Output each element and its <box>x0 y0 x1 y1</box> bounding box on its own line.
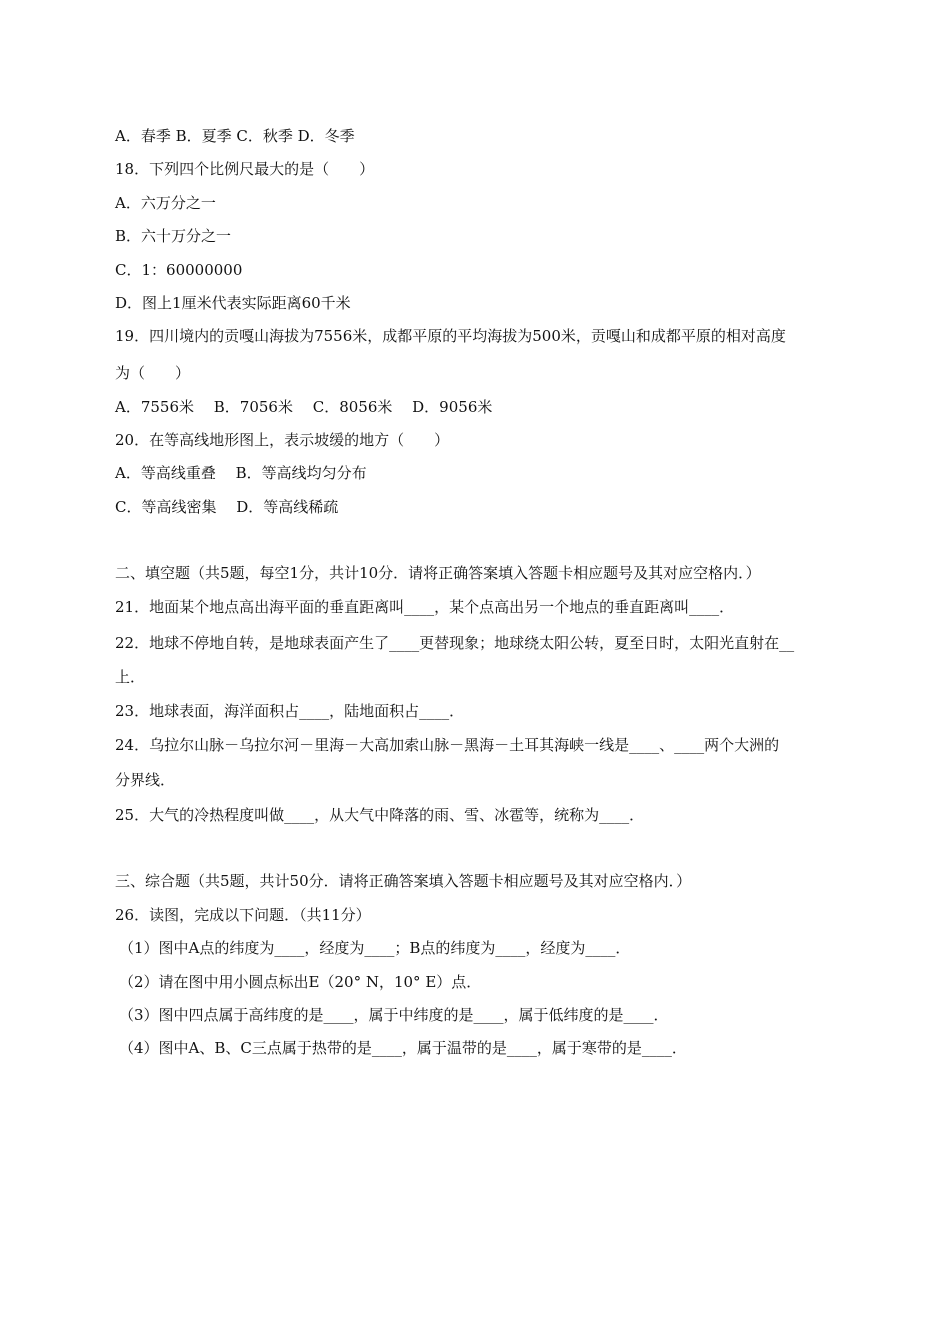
q24-continued: 分界线． <box>115 771 176 789</box>
q26-part-4: （4）图中A、B、C三点属于热带的是____，属于温带的是____，属于寒带的是____． <box>119 1039 687 1057</box>
q24: 24．乌拉尔山脉－乌拉尔河－里海－大高加索山脉－黑海－土耳其海峡一线是____、____两个大洲的 <box>115 736 780 754</box>
q22-continued: 上． <box>115 668 146 686</box>
q21: 21．地面某个地点高出海平面的垂直距离叫____，某个点高出另一个地点的垂直距离叫____． <box>115 598 735 616</box>
q19-stem-continued: 为（ ） <box>115 364 191 382</box>
q25: 25．大气的冷热程度叫做____，从大气中降落的雨、雪、冰雹等，统称为____． <box>115 806 645 824</box>
section-3-heading: 三、综合题（共5题，共计50分．请将正确答案填入答题卡相应题号及其对应空格内．） <box>115 872 692 890</box>
q20-stem: 20．在等高线地形图上，表示坡缓的地方（ ） <box>115 431 450 449</box>
q20-options-cd: C．等高线密集 D．等高线稀疏 <box>115 498 339 516</box>
q26-part-3: （3）图中四点属于高纬度的是____，属于中纬度的是____，属于低纬度的是____． <box>119 1006 669 1024</box>
section-2-heading: 二、填空题（共5题，每空1分，共计10分．请将正确答案填入答题卡相应题号及其对应空格内．） <box>115 564 761 582</box>
q18-option-c: C．1：60000000 <box>115 261 243 279</box>
q19-options: A．7556米 B．7056米 C．8056米 D．9056米 <box>115 398 493 416</box>
q17-options: A．春季 B．夏季 C．秋季 D．冬季 <box>115 127 355 145</box>
q20-options-ab: A．等高线重叠 B．等高线均匀分布 <box>115 464 367 482</box>
q18-stem: 18．下列四个比例尺最大的是（ ） <box>115 160 375 178</box>
q18-option-a: A．六万分之一 <box>115 194 216 212</box>
q18-option-d: D．图上1厘米代表实际距离60千米 <box>115 294 351 312</box>
q19-stem: 19．四川境内的贡嘎山海拔为7556米，成都平原的平均海拔为500米，贡嘎山和成都平原的相对高度 <box>115 327 786 345</box>
q26-stem: 26．读图，完成以下问题．（共11分） <box>115 906 371 924</box>
q22: 22．地球不停地自转，是地球表面产生了____更替现象；地球绕太阳公转，夏至日时，太阳光直射在__ <box>115 634 795 652</box>
q26-part-2: （2）请在图中用小圆点标出E（20° N，10° E）点． <box>119 973 482 991</box>
q26-part-1: （1）图中A点的纬度为____，经度为____；B点的纬度为____，经度为____． <box>119 939 631 957</box>
q18-option-b: B．六十万分之一 <box>115 227 232 245</box>
q23: 23．地球表面，海洋面积占____，陆地面积占____． <box>115 702 465 720</box>
